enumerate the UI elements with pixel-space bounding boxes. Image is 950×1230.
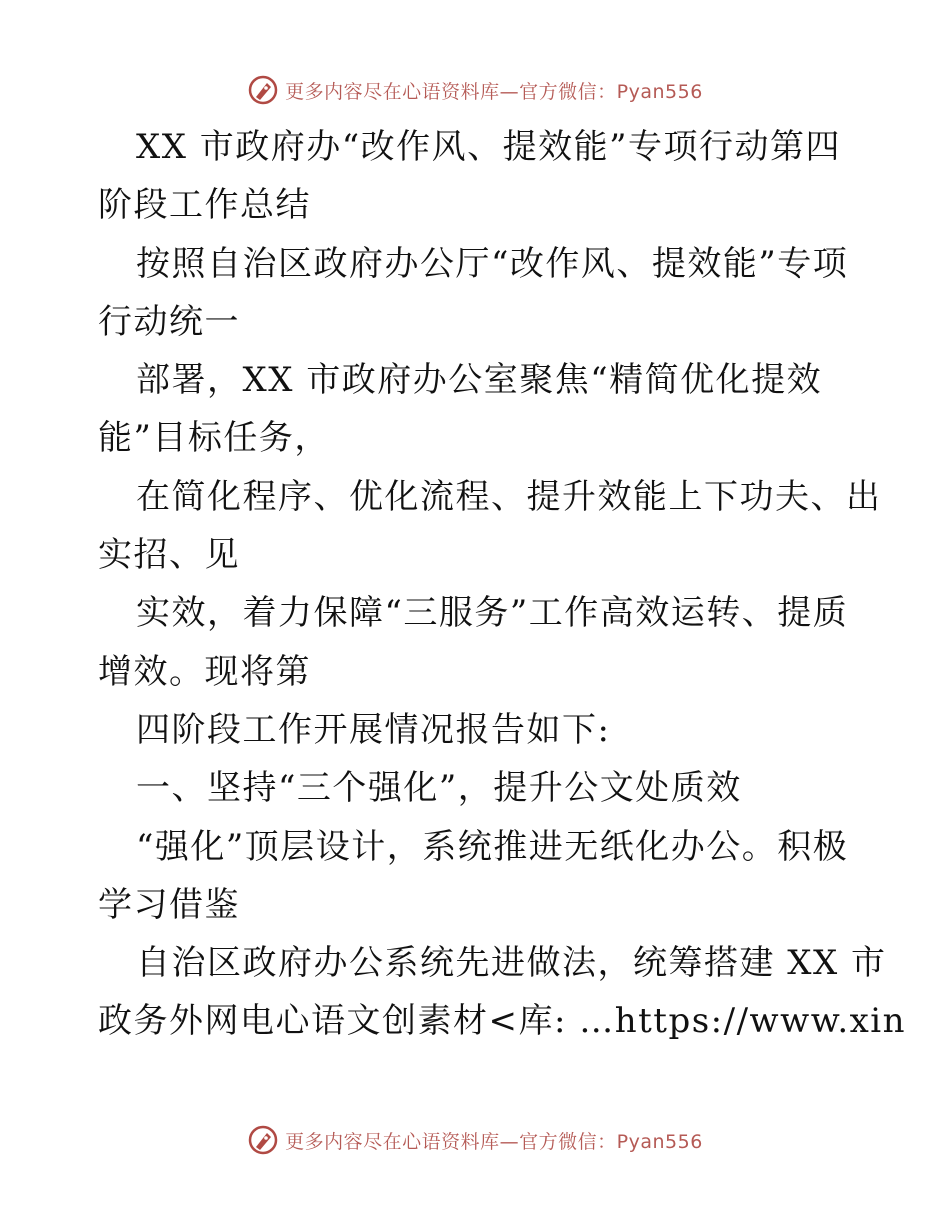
pen-nib-logo-icon <box>247 1124 279 1156</box>
paragraph-line: 四阶段工作开展情况报告如下: <box>136 709 611 750</box>
section-heading: 一、坚持“三个强化”，提升公文处质效 <box>136 768 742 809</box>
paragraph-line: 自治区政府办公系统先进做法，统筹搭建 XX 市 <box>136 943 887 984</box>
paragraph-line: 政务外网电心语文创素材<库: …https://www.xin <box>98 1001 907 1042</box>
document-title-line: 阶段工作总结 <box>98 185 311 226</box>
document-title-line: XX 市政府办“改作风、提效能”专项行动第四 <box>136 127 841 167</box>
paragraph-line: 学习借鉴 <box>98 884 240 925</box>
pen-nib-logo-icon <box>247 74 279 106</box>
paragraph-line: 能”目标任务， <box>98 418 330 459</box>
document-body <box>98 118 907 1051</box>
paragraph-line: 按照自治区政府办公厅“改作风、提效能”专项 <box>136 243 849 284</box>
watermark-text: 更多内容尽在心语资料库—官方微信：Pyan556 <box>285 1130 703 1153</box>
paragraph-line: 增效。现将第 <box>98 651 311 692</box>
watermark-text: 更多内容尽在心语资料库—官方微信：Pyan556 <box>285 80 703 103</box>
paragraph-line: 实效，着力保障“三服务”工作高效运转、提质 <box>136 593 849 634</box>
paragraph-line: “强化”顶层设计，系统推进无纸化办公。积极 <box>136 826 849 867</box>
paragraph-line: 部署，XX 市政府办公室聚焦“精简优化提效 <box>136 360 823 401</box>
header-watermark <box>0 70 950 110</box>
footer-watermark <box>0 1120 950 1160</box>
paragraph-line: 实招、见 <box>98 535 240 576</box>
paragraph-line: 在简化程序、优化流程、提升效能上下功夫、出 <box>136 476 882 517</box>
paragraph-line: 行动统一 <box>98 301 240 342</box>
